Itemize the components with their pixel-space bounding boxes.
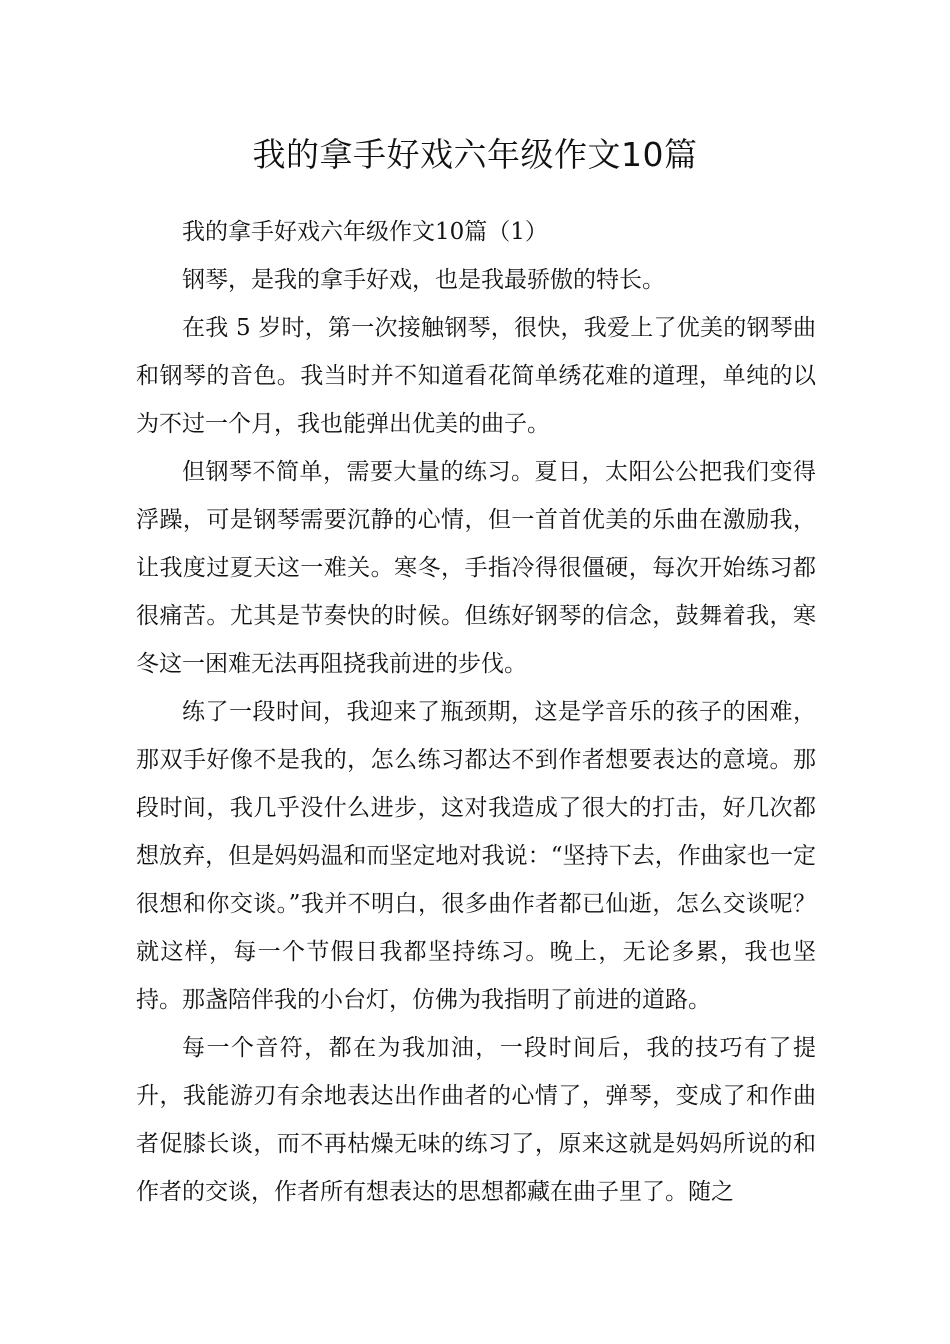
subtitle-paragraph: 我的拿手好戏六年级作文10篇（1）: [182, 219, 548, 245]
body-paragraph: 每一个音符，都在为我加油，一段时间后，我的技巧有了提升，我能游刃有余地表达出作曲者的心情了，弹琴，变成了和作曲者促膝长谈，而不再枯燥无味的练习了，原来这就是妈妈所说的和作者的交谈，作者所有想表达的思想都藏在曲子里了。随之: [136, 1035, 816, 1205]
body-paragraph: 但钢琴不简单，需要大量的练习。夏日，太阳公公把我们变得浮躁，可是钢琴需要沉静的心情，但一首首优美的乐曲在激励我，让我度过夏天这一难关。寒冬，手指冷得很僵硬，每次开始练习都很痛苦。尤其是节奏快的时候。但练好钢琴的信念，鼓舞着我，寒冬这一困难无法再阻挠我前进的步伐。: [136, 459, 816, 677]
document-body: [136, 208, 816, 1216]
body-paragraph: 在我 5 岁时，第一次接触钢琴，很快，我爱上了优美的钢琴曲和钢琴的音色。我当时并不知道看花简单绣花难的道理，单纯的以为不过一个月，我也能弹出优美的曲子。: [136, 315, 816, 437]
body-paragraph: 钢琴，是我的拿手好戏，也是我最骄傲的特长。: [182, 267, 665, 293]
body-paragraph: 练了一段时间，我迎来了瓶颈期，这是学音乐的孩子的困难，那双手好像不是我的，怎么练习都达不到作者想要表达的意境。那段时间，我几乎没什么进步，这对我造成了很大的打击，好几次都想放弃，但是妈妈温和而坚定地对我说：“坚持下去，作曲家也一定很想和你交谈。”我并不明白，很多曲作者都已仙逝，怎么交谈呢？就这样，每一个节假日我都坚持练习。晚上，无论多累，我也坚持。那盏陪伴我的小台灯，仿佛为我指明了前进的道路。: [136, 699, 816, 1013]
document-title: 我的拿手好戏六年级作文10篇: [252, 135, 698, 174]
